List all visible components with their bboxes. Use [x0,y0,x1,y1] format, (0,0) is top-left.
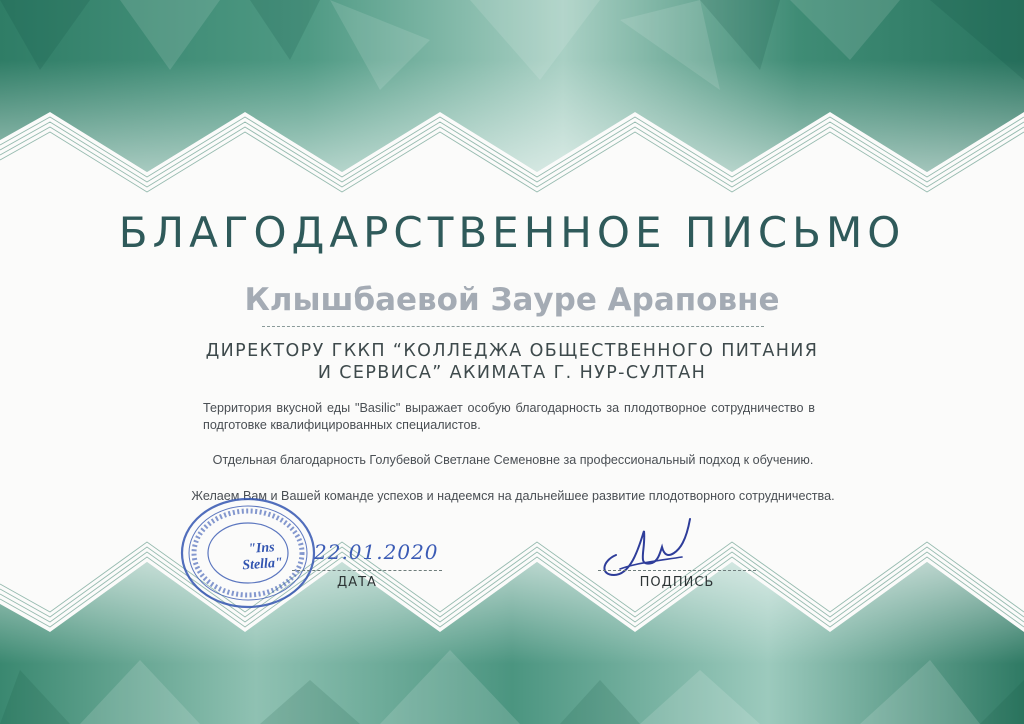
seal-center-text: "Ins Stella" [241,540,284,574]
letter-title: БЛАГОДАРСТВЕННОЕ ПИСЬМО [118,208,906,257]
signature-label: ПОДПИСЬ [639,575,715,590]
recipient-divider [262,326,764,327]
position-line-1: ДИРЕКТОРУ ГККП “КОЛЛЕДЖА ОБЩЕСТВЕННОГО ПИТАНИЯ [205,341,819,361]
recipient-name: Клышбаевой Зауре Араповне [244,282,780,318]
position-line-2: И СЕРВИСА” АКИМАТА Г. НУР-СУЛТАН [317,363,707,383]
body-paragraph-1: Территория вкусной еды "Basilic" выражает особую благодарность за плодотворное сотрудничество в подготовке квалифицированных специалистов. [203,401,815,432]
signature-line [598,570,756,571]
date-value: 22.01.2020 [314,540,439,564]
date-label: ДАТА [337,575,377,590]
body-paragraph-2: Отдельная благодарность Голубевой Светлане Семеновне за профессиональный подход к обучению. [212,453,814,467]
body-paragraph-3: Желаем Вам и Вашей команде успехов и надеемся на дальнейшее развитие плодотворного сотрудничества. [191,489,835,503]
recipient-position [0,340,1024,384]
date-line [292,570,442,571]
